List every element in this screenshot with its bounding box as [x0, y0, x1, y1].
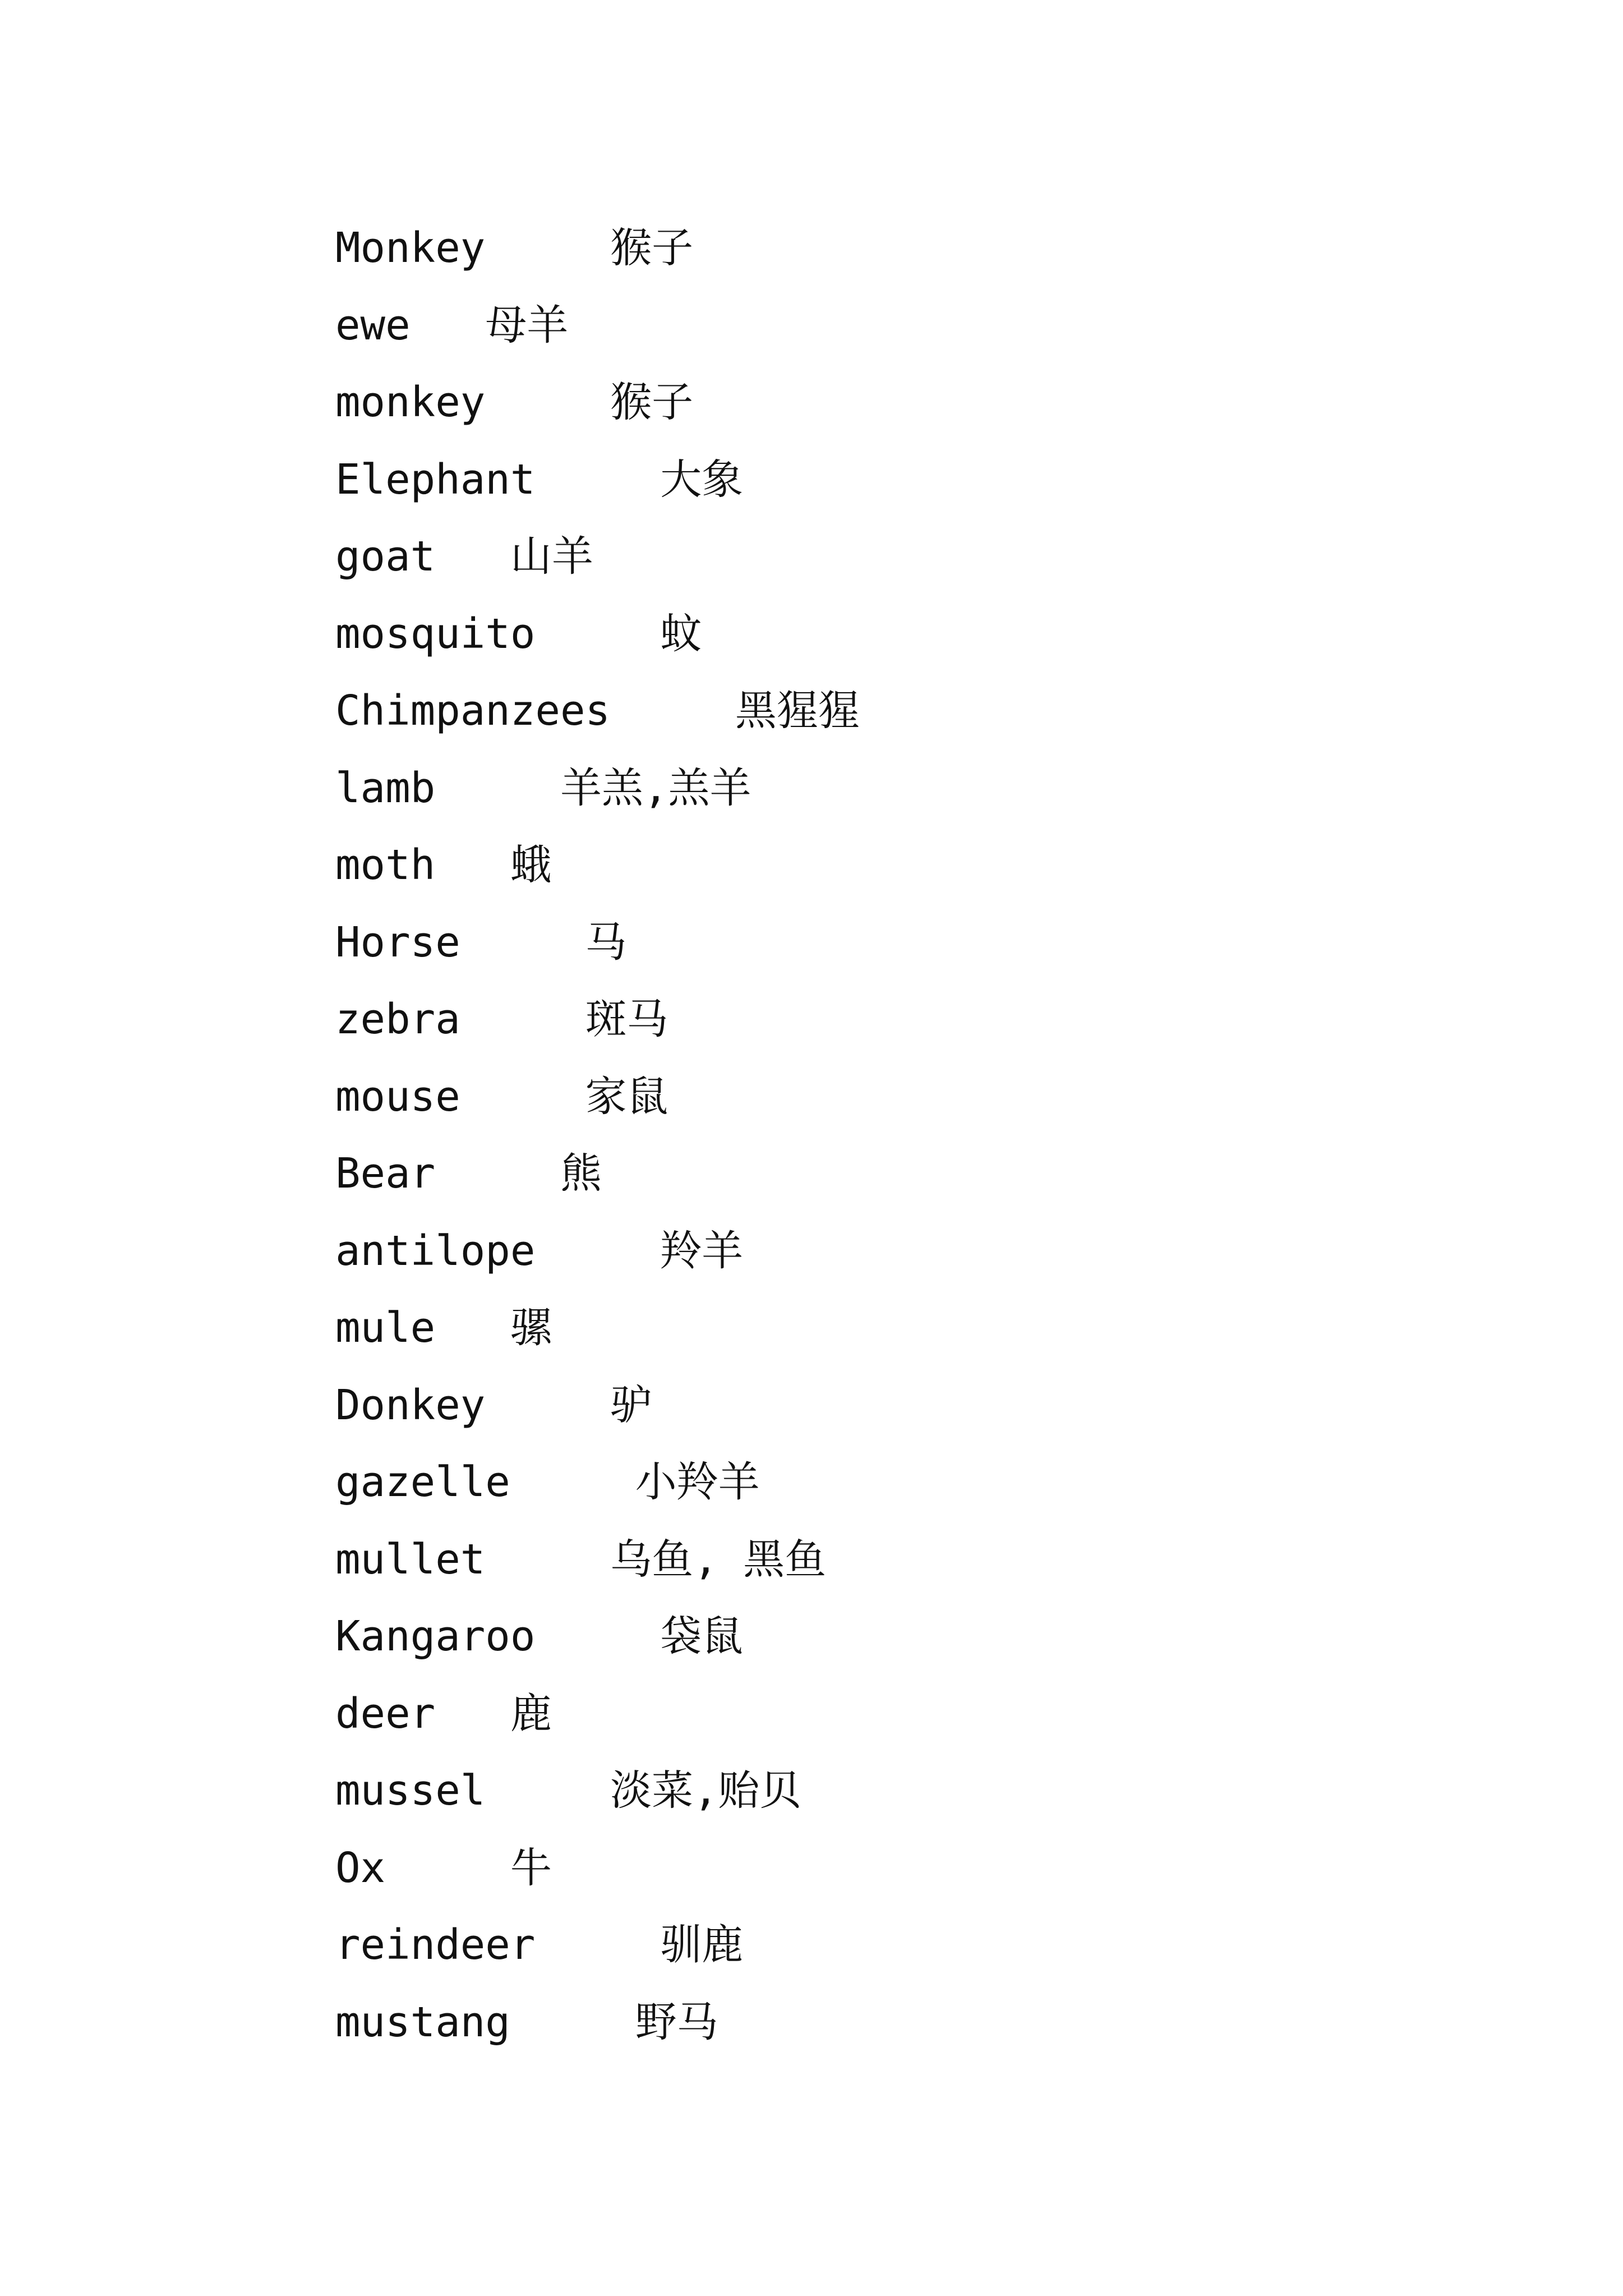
word-gap	[510, 1998, 635, 2046]
word-gap	[535, 1612, 660, 1660]
word-gap	[460, 1073, 585, 1121]
english-word: zebra	[335, 995, 460, 1043]
list-item	[335, 1223, 860, 1300]
chinese-translation: 羚羊	[660, 1226, 744, 1275]
word-gap	[485, 1535, 610, 1584]
word-gap	[435, 532, 510, 581]
word-gap	[435, 841, 510, 889]
list-item	[335, 760, 860, 838]
english-word: lamb	[335, 763, 436, 812]
english-word: Bear	[335, 1149, 436, 1198]
list-item	[335, 1686, 860, 1763]
list-item	[335, 683, 860, 760]
word-gap	[535, 1227, 660, 1275]
word-gap	[435, 1304, 510, 1352]
chinese-translation: 羊羔,羔羊	[560, 763, 751, 812]
chinese-translation: 乌鱼, 黑鱼	[610, 1535, 827, 1584]
english-word: deer	[335, 1689, 436, 1738]
english-word: mosquito	[335, 609, 536, 658]
english-word: antilope	[335, 1226, 536, 1275]
chinese-translation: 袋鼠	[660, 1612, 744, 1660]
chinese-translation: 家鼠	[585, 1072, 668, 1121]
chinese-translation: 大象	[660, 455, 744, 504]
chinese-translation: 淡菜,贻贝	[610, 1766, 801, 1815]
chinese-translation: 蛾	[510, 841, 552, 889]
chinese-translation: 驯鹿	[660, 1921, 744, 1969]
word-gap	[610, 687, 735, 735]
word-gap	[535, 1921, 660, 1969]
list-item	[335, 1917, 860, 1994]
chinese-translation: 猴子	[610, 378, 694, 426]
chinese-translation: 马	[585, 918, 627, 967]
english-word: Elephant	[335, 455, 536, 504]
word-gap	[385, 1844, 510, 1892]
chinese-translation: 小羚羊	[635, 1458, 760, 1506]
list-item	[335, 837, 860, 914]
english-word: mullet	[335, 1535, 486, 1584]
word-gap	[535, 610, 660, 658]
list-item	[335, 374, 860, 452]
word-gap	[460, 918, 585, 967]
english-word: monkey	[335, 378, 486, 426]
word-gap	[435, 764, 560, 812]
list-item	[335, 914, 860, 992]
list-item	[335, 220, 860, 297]
list-item	[335, 1763, 860, 1840]
list-item	[335, 297, 860, 375]
english-word: mustang	[335, 1998, 510, 2046]
english-word: Donkey	[335, 1381, 486, 1429]
list-item	[335, 991, 860, 1069]
word-gap	[510, 1458, 635, 1506]
list-item	[335, 1994, 860, 2072]
chinese-translation: 母羊	[485, 301, 569, 349]
english-word: moth	[335, 841, 436, 889]
english-word: Ox	[335, 1843, 386, 1892]
chinese-translation: 驴	[610, 1381, 652, 1429]
word-gap	[435, 1149, 560, 1198]
word-gap	[411, 301, 486, 349]
english-word: mule	[335, 1304, 436, 1352]
chinese-translation: 斑马	[585, 995, 668, 1043]
chinese-translation: 野马	[635, 1998, 718, 2046]
chinese-translation: 熊	[560, 1149, 602, 1198]
english-word: Kangaroo	[335, 1612, 536, 1660]
list-item	[335, 528, 860, 606]
vocabulary-list	[335, 220, 860, 2071]
english-word: Chimpanzees	[335, 687, 611, 735]
word-gap	[460, 995, 585, 1043]
list-item	[335, 1300, 860, 1377]
word-gap	[485, 1381, 610, 1429]
chinese-translation: 蚊	[660, 609, 702, 658]
list-item	[335, 1840, 860, 1917]
list-item	[335, 1531, 860, 1609]
word-gap	[485, 224, 610, 272]
english-word: mussel	[335, 1766, 486, 1815]
english-word: Monkey	[335, 224, 486, 272]
word-gap	[485, 378, 610, 426]
chinese-translation: 骡	[510, 1304, 552, 1352]
english-word: Horse	[335, 918, 460, 967]
list-item	[335, 606, 860, 683]
word-gap	[485, 1766, 610, 1815]
english-word: ewe	[335, 301, 411, 349]
english-word: reindeer	[335, 1921, 536, 1969]
chinese-translation: 山羊	[510, 532, 593, 581]
english-word: gazelle	[335, 1458, 510, 1506]
chinese-translation: 黑猩猩	[735, 687, 860, 735]
list-item	[335, 1608, 860, 1686]
word-gap	[535, 455, 660, 504]
english-word: goat	[335, 532, 436, 581]
list-item	[335, 1454, 860, 1531]
chinese-translation: 牛	[510, 1843, 552, 1892]
chinese-translation: 鹿	[510, 1689, 552, 1738]
word-gap	[435, 1690, 510, 1738]
list-item	[335, 452, 860, 529]
list-item	[335, 1145, 860, 1223]
chinese-translation: 猴子	[610, 224, 694, 272]
list-item	[335, 1069, 860, 1146]
list-item	[335, 1377, 860, 1455]
english-word: mouse	[335, 1072, 460, 1121]
